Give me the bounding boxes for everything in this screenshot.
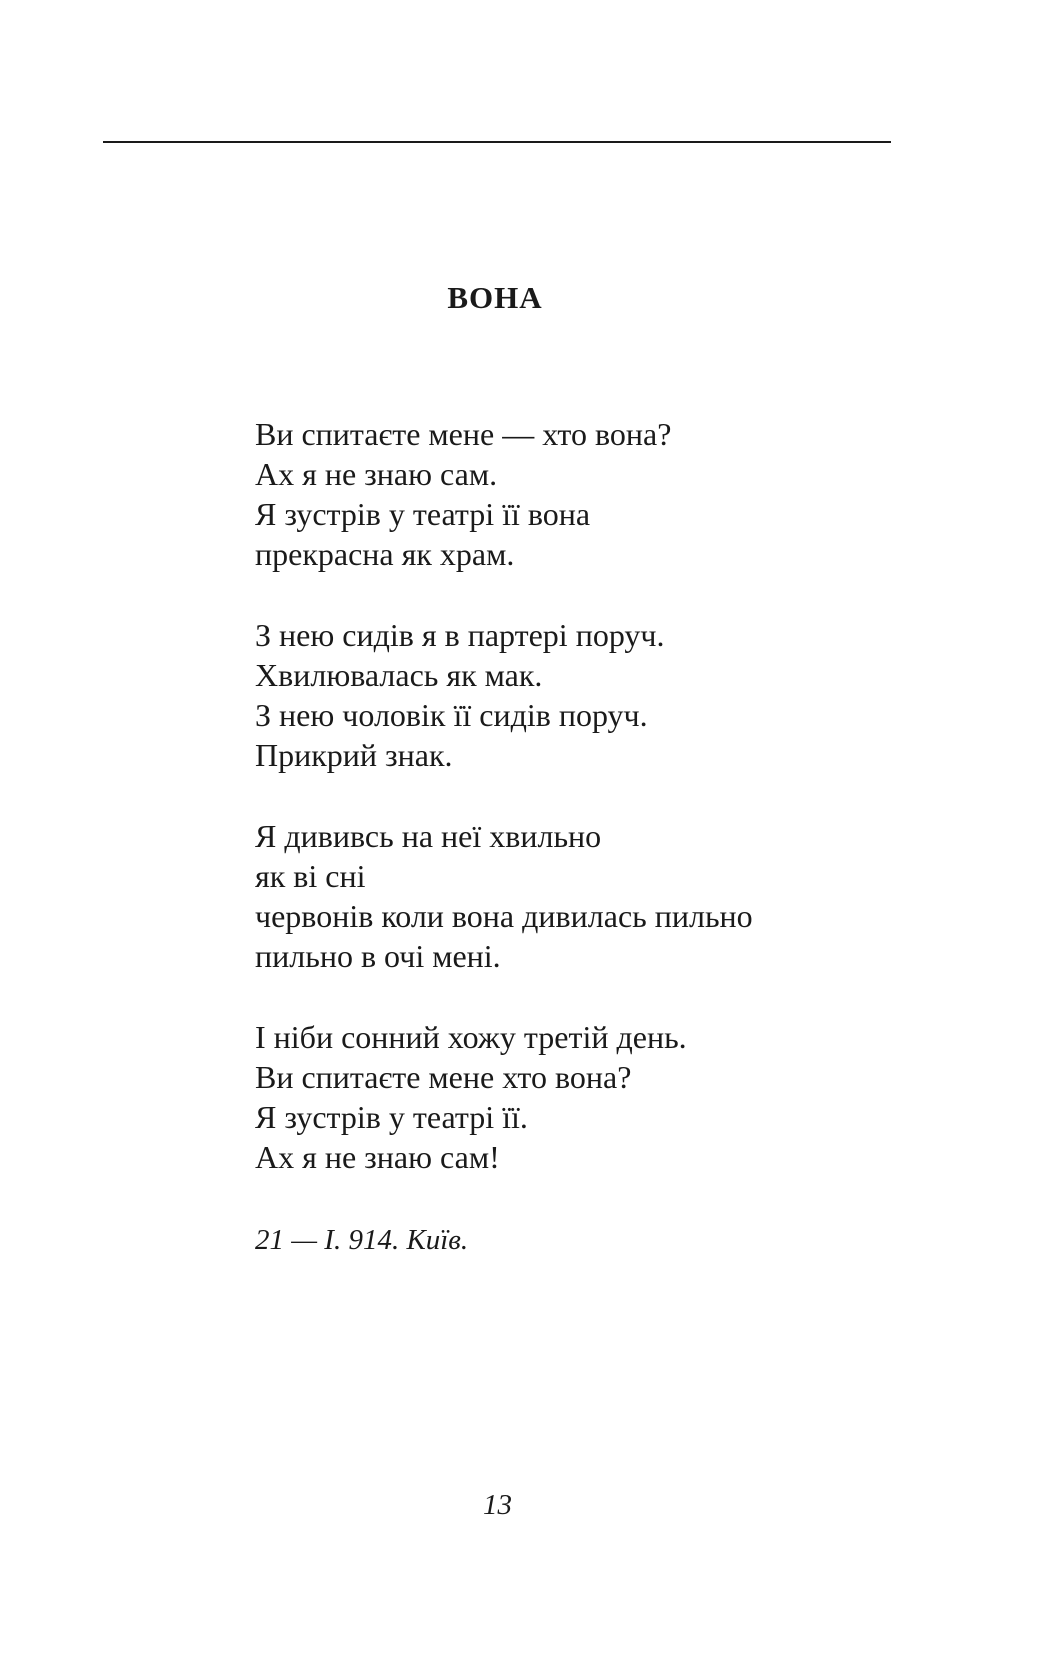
poem-line: І ніби сонний хожу третій день. xyxy=(255,1019,687,1055)
poem-line: З нею чоловік її сидів поруч. xyxy=(255,697,648,733)
stanza-3 xyxy=(255,816,955,976)
poem-line: Я дививсь на неї хвильно xyxy=(255,818,602,854)
poem-line: Я зустрів у театрі її вона xyxy=(255,496,591,532)
stanza-1 xyxy=(255,414,955,574)
poem-line: З нею сидів я в партері поруч. xyxy=(255,617,665,653)
poem-line: Ах я не знаю сам. xyxy=(255,456,498,492)
stanza-4 xyxy=(255,1017,955,1177)
poem-line: Ви спитаєте мене хто вона? xyxy=(255,1059,632,1095)
poem-line: Я зустрів у театрі її. xyxy=(255,1099,528,1135)
poem-line: Хвилювалась як мак. xyxy=(255,657,543,693)
stanza-2 xyxy=(255,615,955,775)
poem-line: Прикрий знак. xyxy=(255,737,453,773)
poem-line: пильно в очі мені. xyxy=(255,938,501,974)
poem-line: Ви спитаєте мене — хто вона? xyxy=(255,416,672,452)
poem-body xyxy=(255,414,955,1218)
poem-date-place: 21 — I. 914. Київ. xyxy=(255,1224,469,1256)
header-rule xyxy=(103,141,891,143)
poem-line: прекрасна як храм. xyxy=(255,536,515,572)
poem-line: як ві сні xyxy=(255,858,366,894)
poem-line: червонів коли вона дивилась пильно xyxy=(255,898,753,934)
poem-line: Ах я не знаю сам! xyxy=(255,1139,500,1175)
page-number: 13 xyxy=(483,1489,512,1521)
poem-title: ВОНА xyxy=(447,280,543,315)
